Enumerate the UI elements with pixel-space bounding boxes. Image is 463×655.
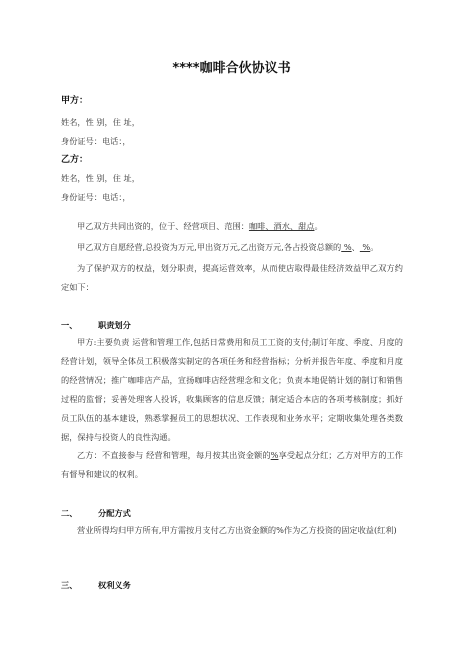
section-3-title: 权利义务 [98,580,131,590]
party-b-id-line: 身份证号：电话：， [61,192,131,202]
business-scope: 咖啡、酒水、甜点 [248,221,315,231]
section-3-heading [61,580,131,591]
party-b-name-line: 姓名，性 别，住 址， [61,173,140,183]
section-1-p2-prefix: 乙方：不直接参与 经营和管理，每月按其出资金额的 [77,450,271,460]
document-title: ****咖啡合伙协议书 [172,61,291,76]
intro-p2-mid: 、 [351,242,360,252]
dividend-blank: % [270,450,279,460]
share-blank-b: % [359,242,371,252]
section-1-title: 职责划分 [98,320,131,330]
section-3-number: 三、 [61,580,78,590]
section-2-heading [61,508,131,519]
section-1-paragraph-1: 甲方:主要负责 运营和管理工作,包括日常费用和员工工资的支付;制订年度、季度、月度的经营计划，领导全体员工积极落实制定的各项任务和经营指标；分析并报告年度、季度和月度的经营情况；推广咖啡店产品，宣扬咖啡店经营理念和文化；负责本地促销计划的制订和销售过程的监督；妥善处理客人投诉，收集顾客的信息反馈；制定适合本店的各项考核制度；抓好员工队伍的基本建设，熟悉掌握员工的思想状况、工作表现和业务水平；定期收集处理各类数据，保持与投资人的良性沟通。 [61,337,403,442]
section-2-paragraph-1: 营业所得均归甲方所有,甲方需按月支付乙方出资金额的%作为乙方投资的固定收益(红利) [77,525,397,535]
section-1-paragraph-2 [61,446,403,484]
intro-p2-suffix: 。 [370,242,379,252]
party-b-label: 乙方： [61,155,89,165]
party-a-name-line: 姓名，性 别，住 址， [61,117,140,127]
intro-paragraph-3: 为了保护双方的权益，划分职责，提高运营效率，从而使店取得最佳经济效益甲乙双方约定如下： [61,263,403,292]
intro-p1-prefix: 甲乙双方共同出资的，位于、经营项目、范围： [77,221,249,231]
share-blank-a: % [341,242,352,252]
section-2-title: 分配方式 [98,508,131,518]
intro-paragraph-1 [61,217,403,236]
section-2-number: 二、 [61,508,78,518]
intro-p1-suffix: 。 [314,221,323,231]
section-1-p2-suffix: 享受起点分红；乙方对甲方的工作有督导和建议的权利。 [61,450,403,479]
intro-paragraph-2 [61,238,403,257]
section-1-number: 一、 [61,320,78,330]
intro-p2-prefix: 甲乙双方自愿经营,总投资为万元,甲出资万元,乙出资万元,各占投资总额的 [77,242,342,252]
party-a-label: 甲方： [61,96,89,106]
section-1-heading [61,320,131,331]
party-a-id-line: 身份证号：电话：， [61,136,131,146]
